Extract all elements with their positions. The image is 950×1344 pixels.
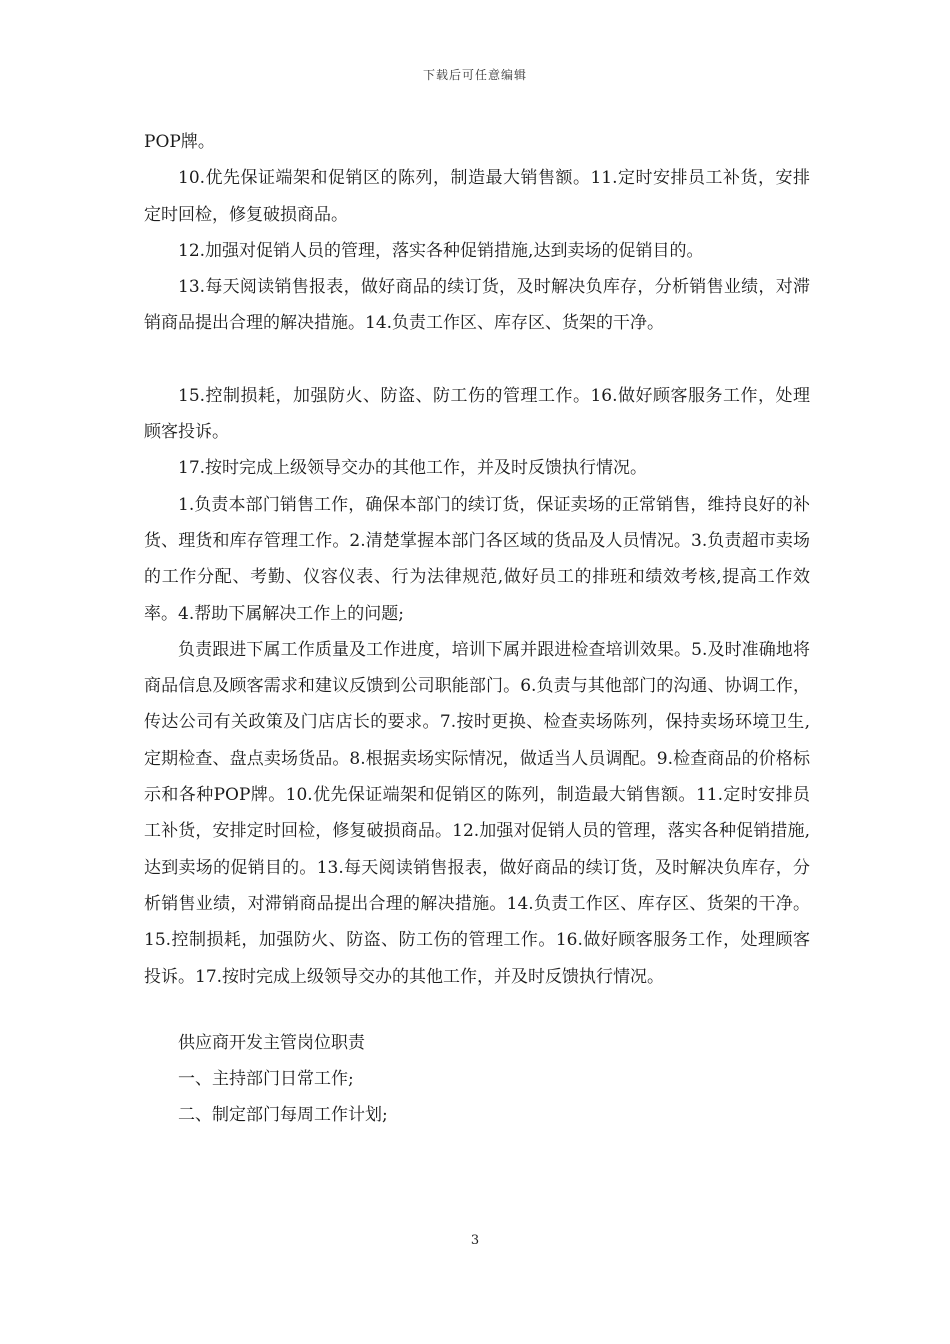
paragraph: 17.按时完成上级领导交办的其他工作，并及时反馈执行情况。 — [178, 458, 648, 479]
paragraph: POP牌。 — [144, 132, 215, 152]
paragraph: 1.负责本部门销售工作，确保本部门的续订货，保证卖场的正常销售，维持良好的补货、理货和库存管理工作。2.清楚掌握本部门各区域的货品及人员情况。3.负责超市卖场的工作分配、考勤、仪容仪表、行为法律规范,做好员工的排班和绩效考核,提高工作效率。4.帮助下属解决工作上的问题; — [144, 494, 810, 624]
paragraph: 15.控制损耗，加强防火、防盗、防工伤的管理工作。16.做好顾客服务工作，处理顾客投诉。 — [144, 385, 810, 443]
paragraph: 12.加强对促销人员的管理，落实各种促销措施,达到卖场的促销目的。 — [178, 240, 704, 261]
paragraph: 10.优先保证端架和促销区的陈列，制造最大销售额。11.定时安排员工补货，安排定时回检，修复破损商品。 — [144, 168, 810, 225]
paragraph: 负责跟进下属工作质量及工作进度，培训下属并跟进检查培训效果。5.及时准确地将商品信息及顾客需求和建议反馈到公司职能部门。6.负责与其他部门的沟通、协调工作，传达公司有关政策及门店店长的要求。7.按时更换、检查卖场陈列，保持卖场环境卫生,定期检查、盘点卖场货品。8.根据卖场实际情况，做适当人员调配。9.检查商品的价格标示和各种POP牌。10.优先保证端架和促销区的陈列，制造最大销售额。11.定时安排员工补货，安排定时回检，修复破损商品。12.加强对促销人员的管理，落实各种促销措施,达到卖场的促销目的。13.每天阅读销售报表，做好商品的续订货，及时解决负库存，分析销售业绩，对滞销商品提出合理的解决措施。14.负责工作区、库存区、货架的干净。15.控制损耗，加强防火、防盗、防工伤的管理工作。16.做好顾客服务工作，处理顾客投诉。17.按时完成上级领导交办的其他工作，并及时反馈执行情况。 — [144, 639, 810, 987]
document-body — [144, 124, 810, 1134]
paragraph: 13.每天阅读销售报表，做好商品的续订货，及时解决负库存，分析销售业绩，对滞销商品提出合理的解决措施。14.负责工作区、库存区、货架的干净。 — [144, 277, 810, 334]
list-item: 一、主持部门日常工作; — [178, 1069, 354, 1090]
page-header: 下载后可任意编辑 — [422, 68, 527, 82]
section-title: 供应商开发主管岗位职责 — [178, 1032, 365, 1053]
list-item: 二、制定部门每周工作计划; — [178, 1105, 388, 1126]
page-number: 3 — [470, 1233, 480, 1248]
